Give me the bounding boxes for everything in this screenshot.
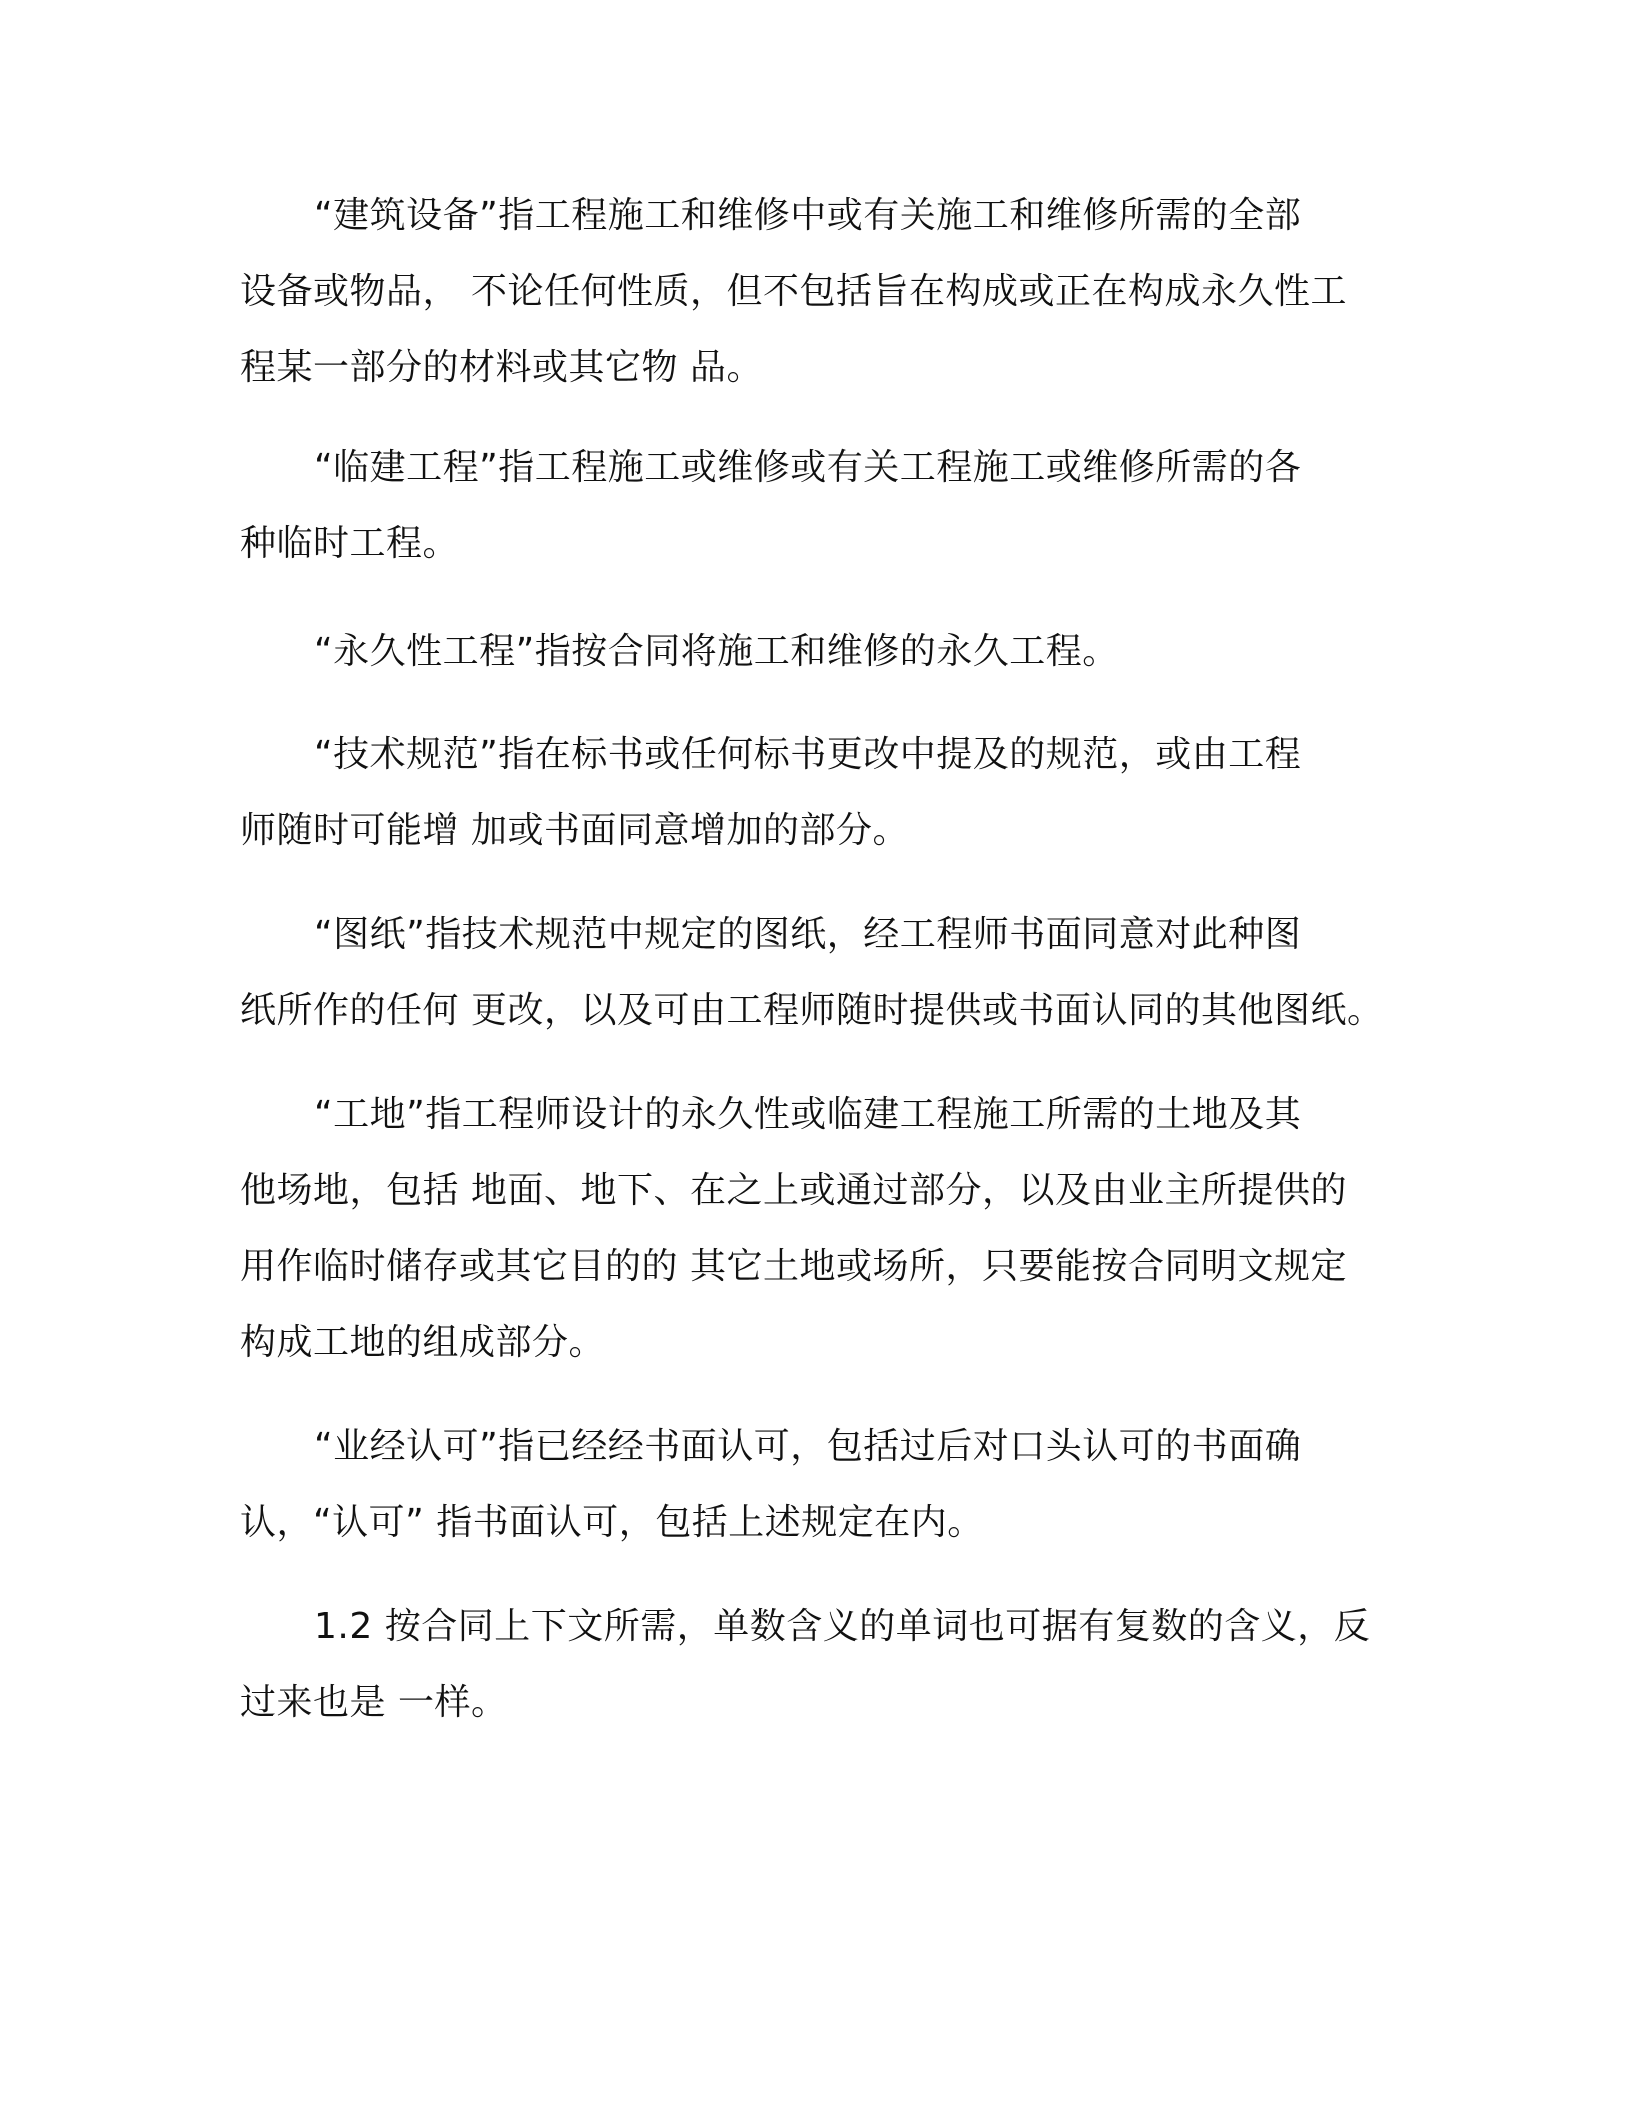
paragraph-1-line-3: 程某一部分的材料或其它物 品。 — [240, 347, 763, 388]
paragraph-3-line-1: “永久性工程”指按合同将施工和维修的永久工程。 — [314, 631, 1119, 672]
paragraph-1-line-2: 设备或物品， 不论任何性质，但不包括旨在构成或正在构成永久性工 — [240, 271, 1347, 312]
paragraph-5-line-2: 纸所作的任何 更改，以及可由工程师随时提供或书面认同的其他图纸。 — [240, 990, 1384, 1031]
paragraph-6-line-4: 构成工地的组成部分。 — [240, 1322, 606, 1363]
paragraph-6-line-3: 用作临时储存或其它目的的 其它土地或场所，只要能按合同明文规定 — [240, 1246, 1347, 1287]
paragraph-1-line-1: “建筑设备”指工程施工和维修中或有关施工和维修所需的全部 — [314, 195, 1302, 236]
paragraph-4-line-1: “技术规范”指在标书或任何标书更改中提及的规范，或由工程 — [314, 734, 1302, 775]
clause-1-2-line-1: 1.2 按合同上下文所需，单数含义的单词也可据有复数的含义，反 — [314, 1606, 1371, 1647]
paragraph-7-line-1: “业经认可”指已经经书面认可，包括过后对口头认可的书面确 — [314, 1426, 1302, 1467]
paragraph-6-line-2: 他场地，包括 地面、地下、在之上或通过部分，以及由业主所提供的 — [240, 1170, 1347, 1211]
paragraph-6-line-1: “工地”指工程师设计的永久性或临建工程施工所需的土地及其 — [314, 1094, 1302, 1135]
paragraph-4-line-2: 师随时可能增 加或书面同意增加的部分。 — [240, 810, 909, 851]
paragraph-2-line-2: 种临时工程。 — [240, 523, 460, 564]
paragraph-7-line-2: 认，“认可” 指书面认可，包括上述规定在内。 — [240, 1502, 984, 1543]
clause-1-2-line-2: 过来也是 一样。 — [240, 1682, 508, 1723]
paragraph-5-line-1: “图纸”指技术规范中规定的图纸，经工程师书面同意对此种图 — [314, 914, 1302, 955]
paragraph-2-line-1: “临建工程”指工程施工或维修或有关工程施工或维修所需的各 — [314, 447, 1302, 488]
